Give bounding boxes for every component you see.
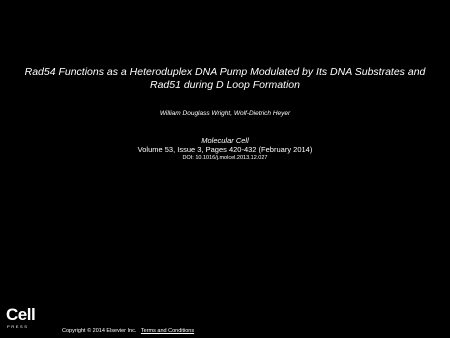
- footer: [62, 328, 194, 335]
- article-doi: DOI: 10.1016/j.molcel.2013.12.027: [182, 155, 268, 161]
- article-title: Rad54 Functions as a Heteroduplex DNA Pump Modulated by Its DNA Substrates and Rad51 during D Loop Formation: [24, 66, 426, 91]
- copyright-text: Copyright © 2014 Elsevier Inc.: [62, 328, 137, 334]
- article-authors: William Douglass Wright, Wolf-Dietrich Heyer: [159, 110, 291, 117]
- cell-press-logo: [6, 306, 40, 330]
- logo-wordmark: Cell: [6, 305, 36, 324]
- logo-press-text: PRESS: [7, 324, 29, 329]
- journal-volume: Volume 53, Issue 3, Pages 420-432 (February 2014): [137, 145, 313, 154]
- terms-and-conditions-link[interactable]: Terms and Conditions: [140, 328, 195, 334]
- journal-name: Molecular Cell: [201, 136, 249, 145]
